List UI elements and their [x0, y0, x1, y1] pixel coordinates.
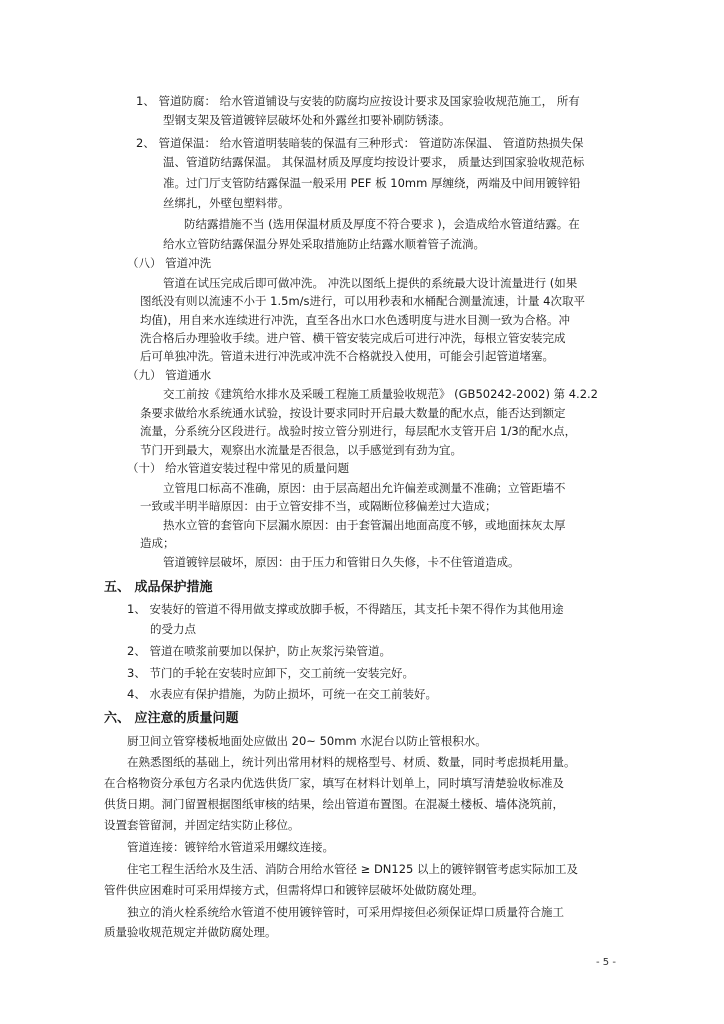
- common-issues-line: 一致或半明半暗原因：由于立管安排不当，或隔断位移偏差过大造成；: [140, 499, 497, 513]
- common-issues-line: 造成；: [140, 536, 175, 550]
- flushing-line: 图纸没有则以流速不小于 1.5m/s进行，可以用秒表和水桶配合测量流速，计量 4次取平: [140, 294, 585, 308]
- flushing-line: 均值)，用自来水连续进行冲洗，直至各出水口水色透明度与进水目测一致为合格。冲: [140, 313, 570, 327]
- water-test-line: 交工前按《建筑给水排水及采暖工程施工质量验收规范》 (GB50242-2002) 第 4.2.2: [163, 387, 598, 401]
- quality-issues-line: 设置套管留洞，并固定结实防止移位。: [104, 818, 300, 832]
- pipe-insulation-line: 丝绑扎，外壁包塑料带。: [163, 196, 290, 210]
- common-issues-line: 立管甩口标高不准确，原因：由于层高超出允许偏差或测量不准确；立管距墙不: [163, 481, 566, 495]
- pipe-insulation-line: 2、 管道保温： 给水管道明装暗装的保温有三种形式： 管道防冻保温、 管道防热损失保: [136, 136, 584, 150]
- protection-item: 2、 管道在喷浆前要加以保护，防止灰浆污染管道。: [127, 644, 391, 658]
- protection-item: 3、 节门的手轮在安装时应卸下，交工前统一安装完好。: [127, 666, 414, 680]
- quality-issues-line: 管道连接：镀锌给水管道采用螺纹连接。: [127, 840, 334, 854]
- quality-issues-line: 管件供应困难时可采用焊接方式，但需将焊口和镀锌层破坏处做防腐处理。: [104, 883, 484, 897]
- quality-issues-line: 在合格物资分承包方名录内优选供货厂家，填写在材料计划单上，同时填写清楚验收标准及: [104, 776, 564, 790]
- pipe-insulation-line: 准。过门厅支管防结露保温一般采用 PEF 板 10mm 厚缠绕，两端及中间用镀锌铅: [163, 176, 581, 190]
- page-number: - 5 -: [596, 957, 616, 968]
- section-heading-water-test: （九） 管道通水: [127, 368, 212, 382]
- flushing-line: 管道在试压完成后即可做冲洗。 冲洗以图纸上提供的系统最大设计流量进行 (如果: [163, 276, 578, 290]
- water-test-line: 条要求做给水系统通水试验，按设计要求同时开启最大数量的配水点，能否达到额定: [140, 406, 566, 420]
- quality-issues-line: 住宅工程生活给水及生活、消防合用给水管径 ≥ DN125 以上的镀锌钢管考虑实际加工及: [127, 862, 579, 876]
- protection-item: 4、 水表应有保护措施，为防止损坏，可统一在交工前装好。: [127, 687, 437, 701]
- pipe-insulation-line: 温、管道防结露保温。 其保温材质及厚度均按设计要求， 质量达到国家验收规范标: [163, 155, 585, 169]
- quality-issues-line: 供货日期。洞门留置根据图纸审核的结果，绘出管道布置图。在混凝土楼板、墙体浇筑前，: [104, 797, 564, 811]
- flushing-line: 洗合格后办理验收手续。进户管、横干管安装完成后可进行冲洗，每根立管安装完成: [140, 331, 566, 345]
- pipe-insulation-line: 防结露措施不当 (选用保温材质及厚度不符合要求 )，会造成给水管道结露。在: [184, 217, 580, 231]
- section-heading-flushing: （八） 管道冲洗: [127, 256, 212, 270]
- common-issues-line: 热水立管的套管向下层漏水原因：由于套管漏出地面高度不够，或地面抹灰太厚: [163, 518, 566, 532]
- section-heading-quality-issues: 六、 应注意的质量问题: [104, 711, 239, 726]
- quality-issues-line: 厨卫间立管穿楼板地面处应做出 20~ 50mm 水泥台以防止管根积水。: [127, 734, 487, 748]
- pipe-anticorrosion-line: 1、 管道防腐： 给水管道铺设与安装的防腐均应按设计要求及国家验收规范施工， 所有: [136, 94, 580, 108]
- quality-issues-line: 独立的消火栓系统给水管道不使用镀锌管时，可采用焊接但必须保证焊口质量符合施工: [127, 905, 564, 919]
- section-heading-common-issues: （十） 给水管道安装过程中常见的质量问题: [127, 461, 350, 475]
- flushing-line: 后可单独冲洗。管道未进行冲洗或冲洗不合格就投入使用，可能会引起管道堵塞。: [140, 349, 554, 363]
- protection-item: 的受力点: [150, 622, 196, 636]
- common-issues-line: 管道镀锌层破坏，原因：由于压力和管钳日久失修，卡不住管道造成。: [163, 555, 520, 569]
- protection-item: 1、 安装好的管道不得用做支撑或放脚手板，不得踏压，其支托卡架不得作为其他用途: [127, 602, 564, 616]
- section-heading-product-protection: 五、 成品保护措施: [104, 580, 213, 595]
- water-test-line: 流量，分系统分区段进行。战验时按立管分别进行，每层配水支管开启 1/3的配水点，: [140, 424, 577, 438]
- quality-issues-line: 在熟悉图纸的基础上，统计列出常用材料的规格型号、材质、数量，同时考虑损耗用量。: [127, 755, 576, 769]
- water-test-line: 节门开到最大，观察出水流量是否很急，以手感觉到有劲为宜。: [140, 443, 462, 457]
- quality-issues-line: 质量验收规范规定并做防腐处理。: [104, 925, 277, 939]
- pipe-insulation-line: 给水立管防结露保温分界处采取措施防止结露水顺着管子流淌。: [163, 237, 485, 251]
- pipe-anticorrosion-line: 型钢支架及管道镀锌层破坏处和外露丝扣要补刷防锈漆。: [163, 113, 451, 127]
